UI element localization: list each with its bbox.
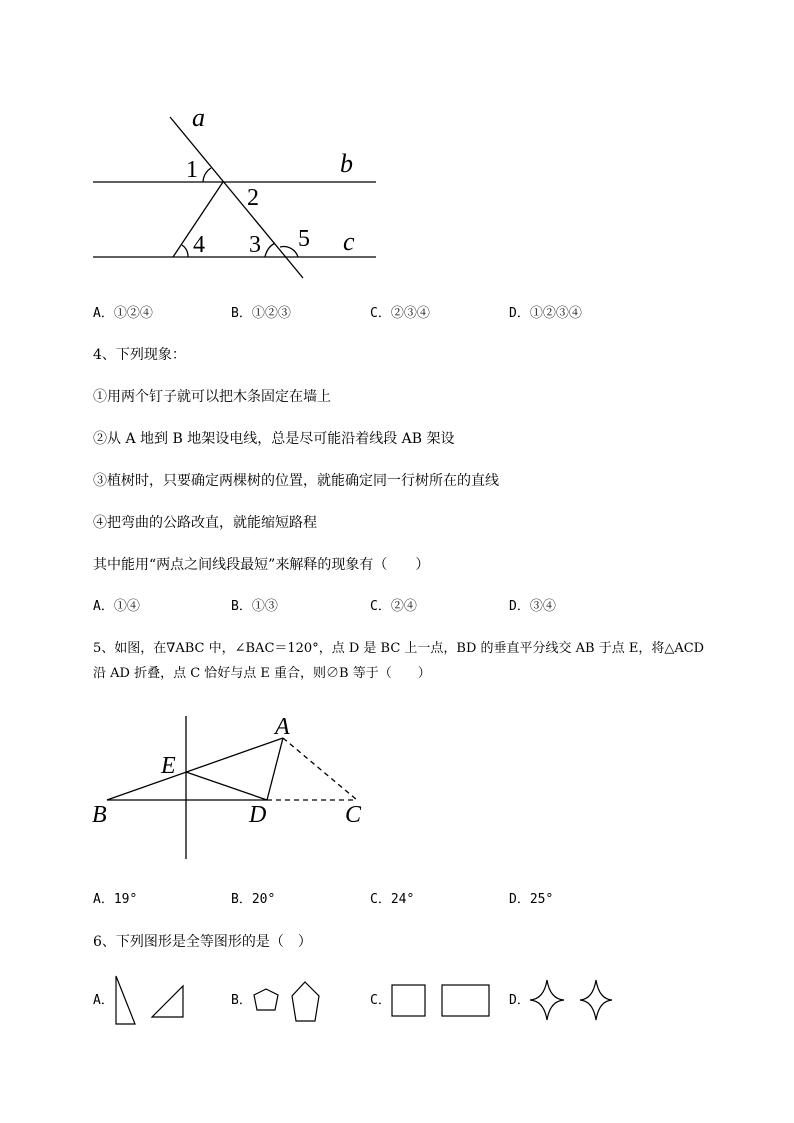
q6-b-pentagon-large[interactable] — [292, 982, 319, 1021]
q6-figures — [0, 960, 794, 1040]
q6-a-triangle-left[interactable] — [116, 976, 135, 1024]
q4-item-2: ②从 A 地到 B 地架设电线，总是尽可能沿着线段 AB 架设 — [93, 431, 455, 447]
label-c: c — [343, 227, 355, 256]
angle-3-arc — [265, 243, 275, 257]
q6-a-triangle-right[interactable] — [152, 986, 183, 1017]
q6-option-d-letter[interactable]: D． — [509, 993, 530, 1008]
q5-line-1: 5、如图，在∇ABC 中，∠BAC＝120°，点 D 是 BC 上一点，BD 的垂直平分线交 AB 于点 E，将△ACD — [93, 641, 705, 656]
q4-option-d[interactable]: D．③④ — [509, 599, 556, 614]
q5-option-a[interactable]: A．19° — [93, 892, 138, 907]
segment-ad — [267, 738, 283, 800]
q5-option-b[interactable]: B．20° — [231, 892, 276, 907]
q4-option-c[interactable]: C．②④ — [370, 599, 417, 614]
q4-option-a[interactable]: A．①④ — [93, 599, 140, 614]
q4-item-1: ①用两个钉子就可以把木条固定在墙上 — [93, 389, 331, 405]
q5-line-2: 沿 AD 折叠，点 C 恰好与点 E 重合，则∅B 等于（ ） — [93, 666, 431, 681]
q3-option-c[interactable]: C．②③④ — [370, 306, 430, 321]
q4-item-3: ③植树时，只要确定两棵树的位置，就能确定同一行树所在的直线 — [93, 473, 499, 489]
label-2: 2 — [247, 185, 259, 211]
line-a — [170, 117, 303, 278]
label-C: C — [345, 802, 362, 828]
q6-option-b-letter[interactable]: B． — [231, 993, 252, 1008]
label-3: 3 — [249, 232, 261, 258]
q6-option-c-letter[interactable]: C． — [370, 993, 391, 1008]
segment-ed — [186, 772, 267, 800]
label-1: 1 — [186, 157, 198, 183]
q5-option-c[interactable]: C．24° — [370, 892, 415, 907]
q4-item-4: ④把弯曲的公路改直，就能缩短路程 — [93, 515, 317, 531]
q6-c-square[interactable] — [392, 985, 425, 1016]
angle-5-arc — [280, 247, 298, 257]
label-D: D — [249, 802, 267, 828]
segment-ab — [107, 738, 283, 800]
q3-option-b[interactable]: B．①②③ — [231, 306, 291, 321]
q6-d-star-right[interactable] — [580, 980, 612, 1020]
q6-d-star-left[interactable] — [530, 980, 564, 1020]
segment-ac-dashed — [283, 738, 357, 800]
label-E: E — [161, 753, 176, 779]
label-B: B — [92, 802, 107, 828]
q4-stem: 4、下列现象： — [93, 347, 186, 363]
figure-triangle-fold — [0, 700, 794, 900]
label-b: b — [340, 149, 353, 178]
label-a: a — [192, 103, 205, 132]
label-5: 5 — [298, 226, 310, 252]
q4-question: 其中能用“两点之间线段最短”来解释的现象有（ ） — [93, 557, 430, 573]
q6-c-rectangle[interactable] — [442, 985, 489, 1016]
angle-1-arc — [203, 168, 211, 182]
angle-4-arc — [182, 245, 188, 257]
label-A: A — [275, 714, 290, 740]
q6-b-pentagon-small[interactable] — [254, 989, 278, 1010]
q3-option-a[interactable]: A．①②④ — [93, 306, 153, 321]
q5-option-d[interactable]: D．25° — [509, 892, 554, 907]
q6-stem: 6、下列图形是全等图形的是（ ） — [93, 934, 312, 950]
q3-option-d[interactable]: D．①②③④ — [509, 306, 582, 321]
q6-option-a-letter[interactable]: A． — [93, 993, 114, 1008]
q4-option-b[interactable]: B．①③ — [231, 599, 278, 614]
label-4: 4 — [193, 232, 205, 258]
figure-parallel-lines — [0, 0, 794, 300]
